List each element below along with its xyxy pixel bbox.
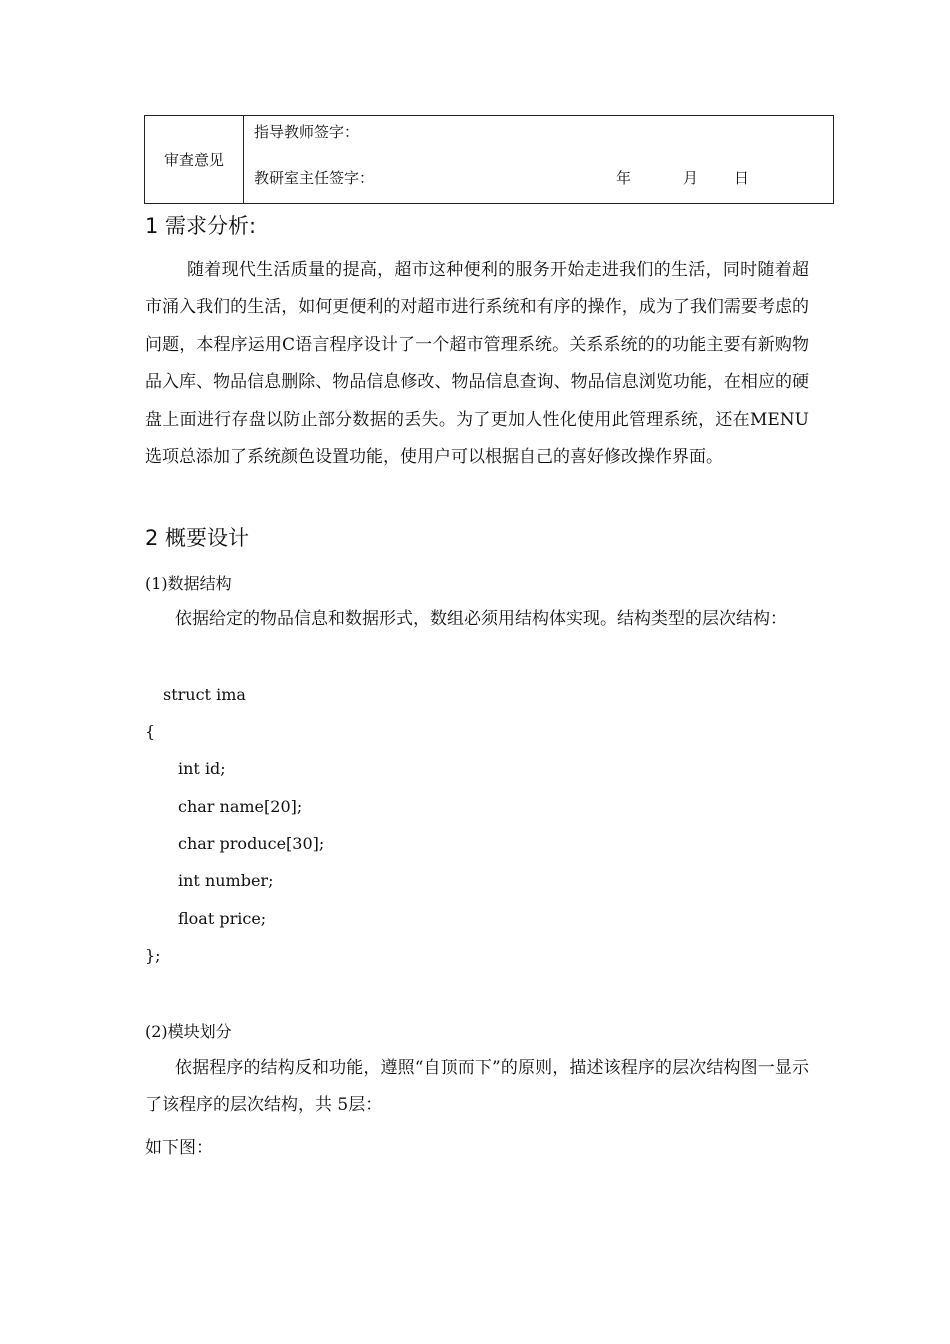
section-1-paragraph: 随着现代生活质量的提高，超市这种便利的服务开始走进我们的生活，同时随着超市涌入我们的生活，如何更便利的对超市进行系统和有序的操作，成为了我们需要考虑的问题，本程序运用C语言程序设计了一个超市管理系统。关系系统的的功能主要有新购物品入库、物品信息删除、物品信息修改、物品信息查询、物品信息浏览功能，在相应的硬盘上面进行存盘以防止部分数据的丢失。为了更加人性化使用此管理系统，还在MENU选项总添加了系统颜色设置功能，使用户可以根据自己的喜好修改操作界面。 <box>145 260 809 468</box>
figure-intro-text: 如下图： <box>145 1138 213 1158</box>
module-division-paragraph: 依据程序的结构反和功能，遵照“自顶而下”的原则，描述该程序的层次结构图一显示了该程序的层次结构，共 5层： <box>145 1058 809 1116</box>
advisor-signature-label: 指导教师签字： <box>254 123 360 141</box>
code-line: float price; <box>178 909 267 928</box>
review-signature-area <box>244 116 833 203</box>
code-line: char produce[30]; <box>178 834 325 853</box>
date-year-label: 年 <box>616 169 632 187</box>
data-structure-paragraph: 依据给定的物品信息和数据形式，数组必须用结构体实现。结构类型的层次结构： <box>175 609 787 629</box>
code-line: }; <box>145 946 161 965</box>
code-line: char name[20]; <box>178 797 303 816</box>
code-line: int id; <box>178 759 226 778</box>
module-division-subheading: (2)模块划分 <box>145 1022 232 1041</box>
review-table <box>144 115 834 204</box>
code-line: struct ima <box>163 685 246 704</box>
date-month-label: 月 <box>683 169 699 187</box>
code-line: int number; <box>178 871 274 890</box>
review-label: 审查意见 <box>145 116 244 203</box>
date-day-label: 日 <box>734 169 750 187</box>
data-structure-subheading: (1)数据结构 <box>145 574 232 593</box>
section-1-heading: 1 需求分析: <box>145 214 257 238</box>
code-line: { <box>145 722 156 741</box>
director-signature-label: 教研室主任签字： <box>254 169 375 187</box>
section-2-heading: 2 概要设计 <box>145 526 250 550</box>
